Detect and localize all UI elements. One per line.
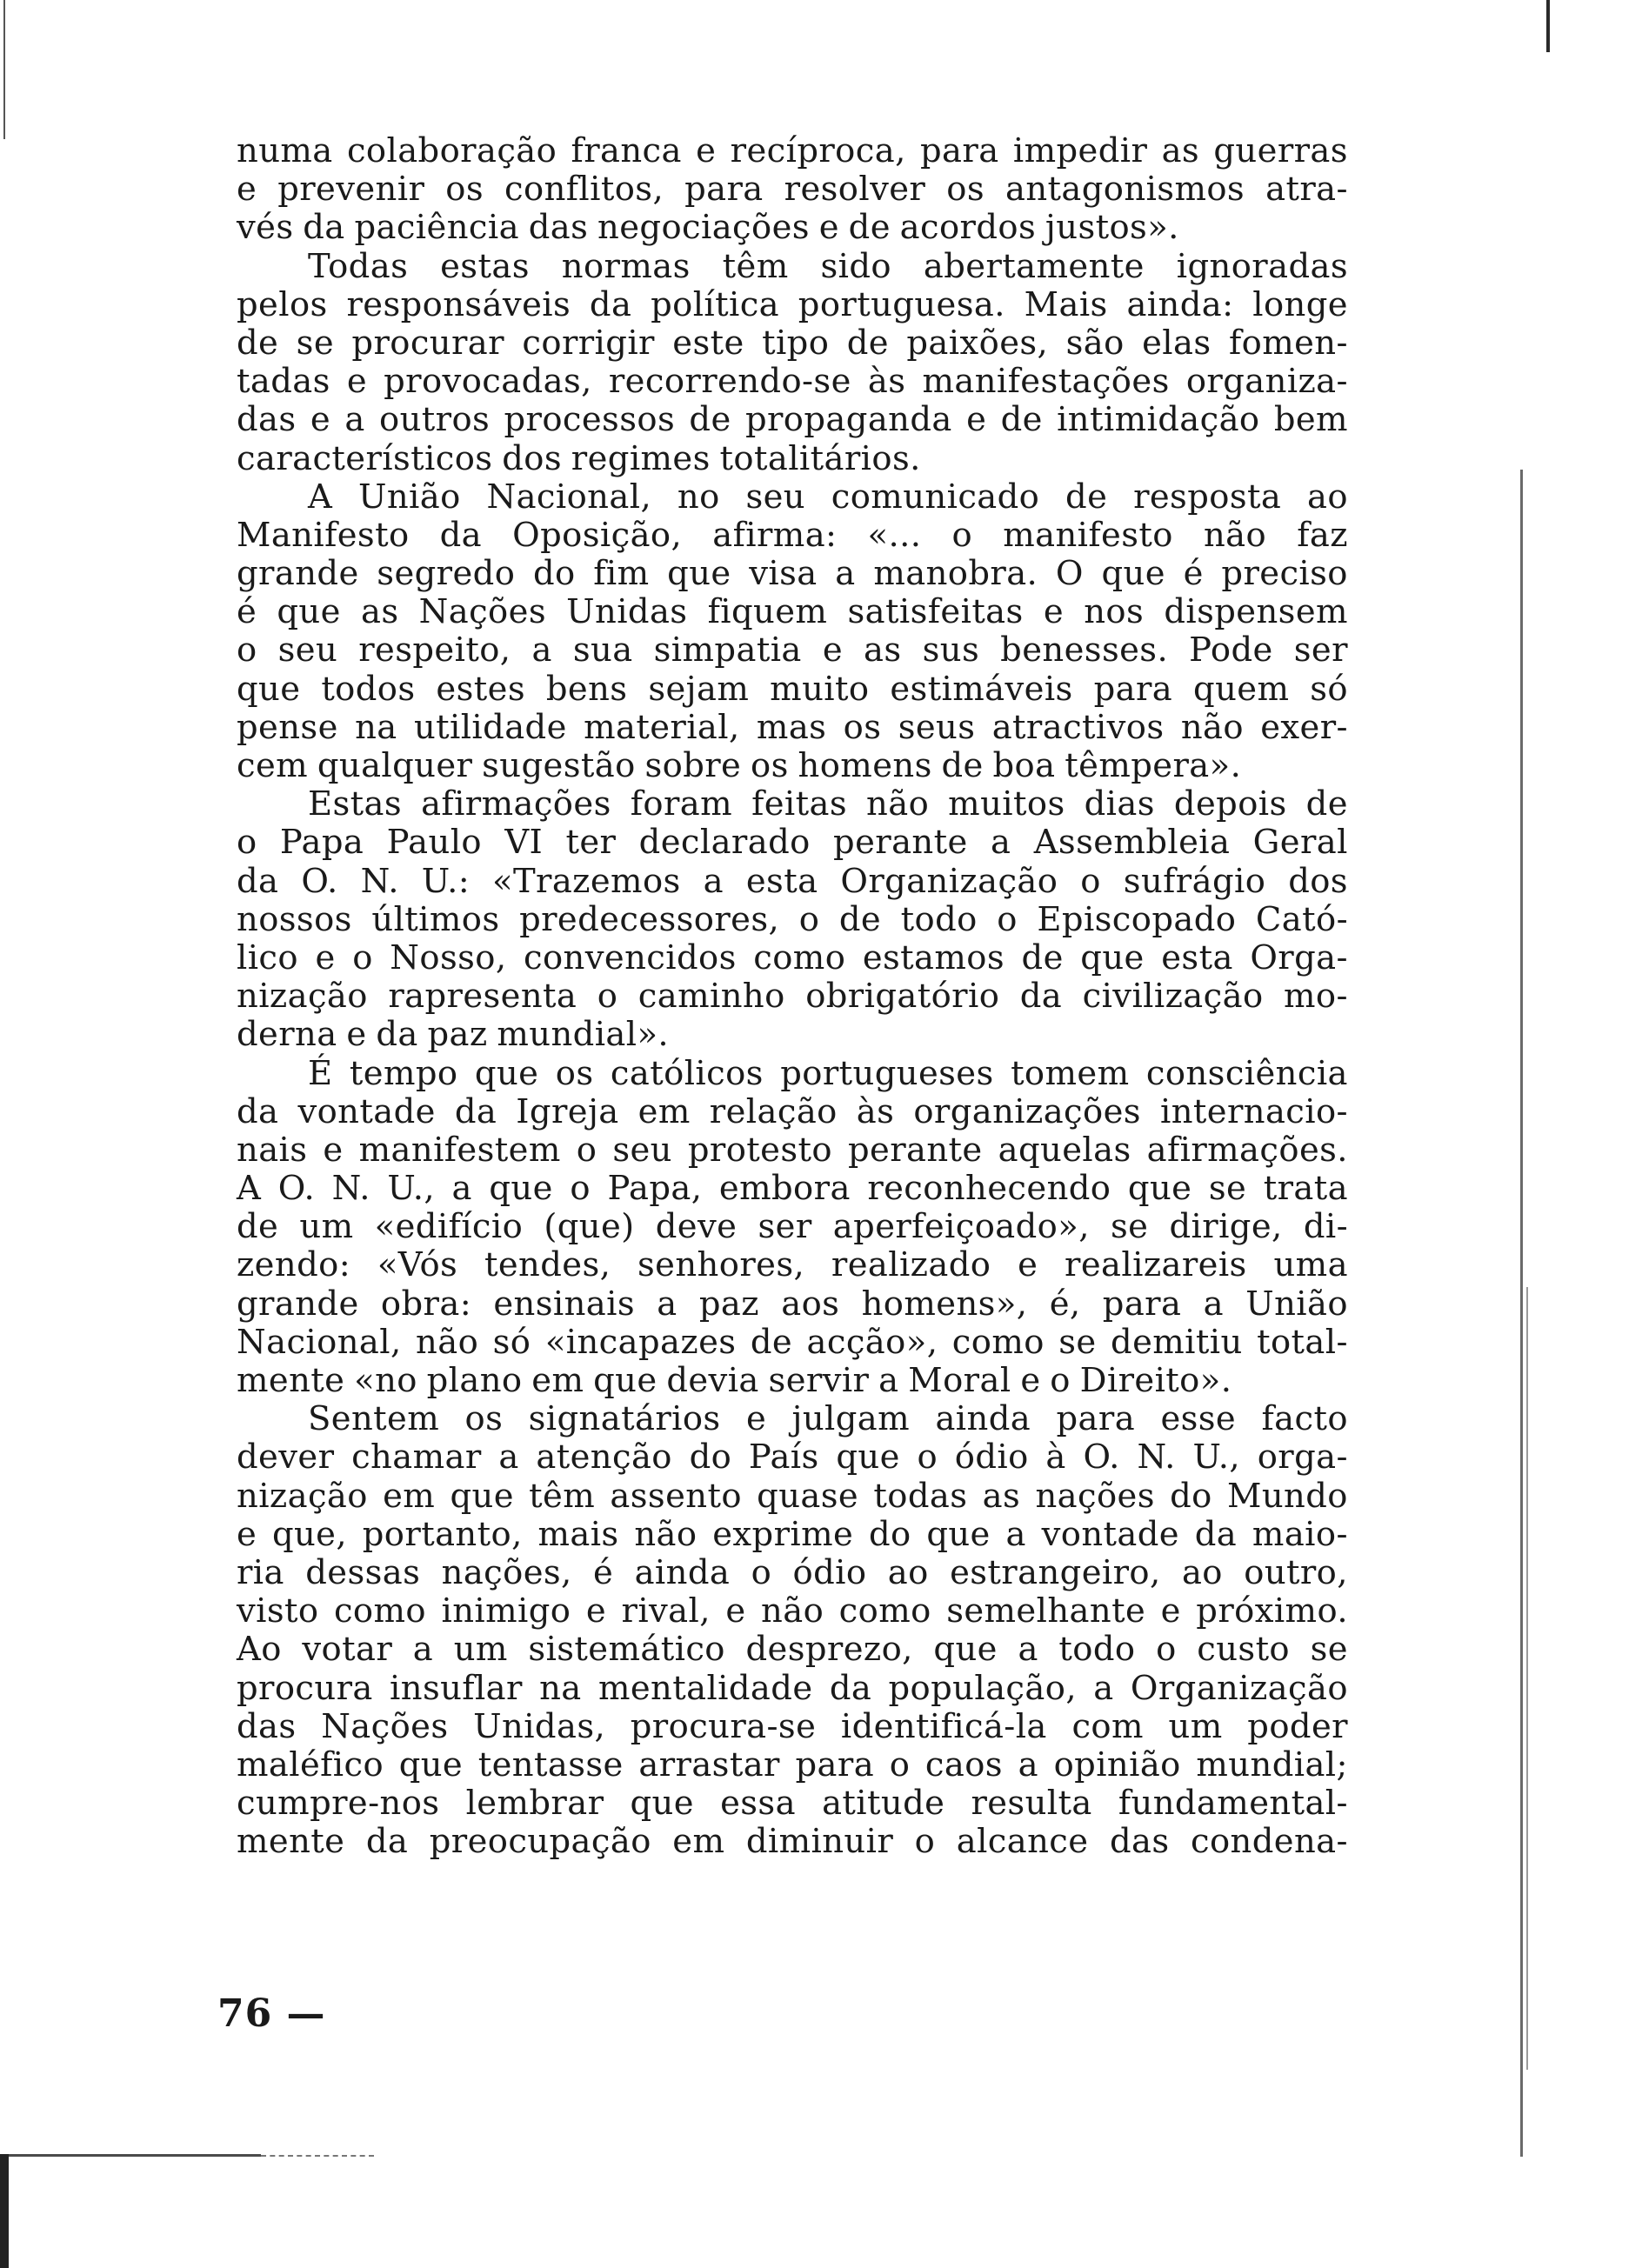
text-line: nização em que têm assento quase todas as nações do Mundo [237, 1476, 1348, 1516]
text-line: pense na utilidade material, mas os seus atractivos não exer- [237, 707, 1348, 747]
text-line: nais e manifestem o seu protesto perante aquelas afirmações. [237, 1130, 1348, 1170]
text-line: o seu respeito, a sua simpatia e as sus benesses. Pode ser [237, 630, 1348, 670]
paragraph [237, 132, 1348, 248]
text-line: zendo: «Vós tendes, senhores, realizado e realizareis uma [237, 1245, 1348, 1285]
paragraph [237, 1400, 1348, 1861]
scan-edge-mark [1546, 0, 1550, 52]
text-line: dever chamar a atenção do País que o ódio à O. N. U., orga- [237, 1438, 1348, 1478]
text-line: mente da preocupação em diminuir o alcance das condena- [237, 1822, 1348, 1862]
text-line: tadas e provocadas, recorrendo-se às manifestações organiza- [237, 362, 1348, 402]
text-line: pelos responsáveis da política portuguesa. Mais ainda: longe [237, 284, 1348, 324]
text-line: o Papa Paulo VI ter declarado perante a Assembleia Geral [237, 823, 1348, 863]
text-line: característicos dos regimes totalitários. [237, 438, 921, 478]
text-line: da vontade da Igreja em relação às organizações internacio- [237, 1091, 1348, 1131]
text-line: maléfico que tentasse arrastar para o caos a opinião mundial; [237, 1744, 1348, 1784]
text-line: lico e o Nosso, convencidos como estamos de que esta Orga- [237, 937, 1348, 977]
text-line: Estas afirmações foram feitas não muitos dias depois de [308, 784, 1348, 824]
text-line: Todas estas normas têm sido abertamente ignoradas [308, 246, 1348, 286]
page-number: 76 — [217, 1991, 326, 2036]
text-line: de se procurar corrigir este tipo de paixões, são elas fomen- [237, 323, 1348, 363]
text-line: derna e da paz mundial». [237, 1015, 670, 1055]
scan-edge-mark [3, 0, 5, 139]
text-line: é que as Nações Unidas fiquem satisfeitas e nos dispensem [237, 592, 1348, 632]
text-line: de um «edifício (que) deve ser aperfeiçoado», se dirige, di- [237, 1207, 1348, 1247]
text-line: numa colaboração franca e recíproca, para impedir as guerras [237, 131, 1348, 170]
text-line: e prevenir os conflitos, para resolver os antagonismos atra- [237, 170, 1348, 210]
scan-edge-line [1526, 1287, 1528, 2070]
text-line: que todos estes bens sejam muito estimáveis para quem só [237, 669, 1348, 709]
text-line: vés da paciência das negociações e de acordos justos». [237, 208, 1179, 248]
text-line: A O. N. U., a que o Papa, embora reconhecendo que se trata [237, 1169, 1348, 1209]
text-line: grande segredo do fim que visa a manobra. O que é preciso [237, 554, 1348, 594]
paragraph [237, 248, 1348, 478]
scan-corner-mark [0, 2154, 261, 2157]
paragraph [237, 785, 1348, 1054]
text-line: visto como inimigo e rival, e não como semelhante e próximo. [237, 1591, 1348, 1631]
text-line: ria dessas nações, é ainda o ódio ao estrangeiro, ao outro, [237, 1552, 1348, 1592]
text-line: Manifesto da Oposição, afirma: «... o manifesto não faz [237, 515, 1348, 555]
text-line: das e a outros processos de propaganda e de intimidação bem [237, 400, 1348, 440]
page-body-text [237, 132, 1348, 1861]
text-line: Sentem os signatários e julgam ainda para esse facto [308, 1399, 1348, 1439]
text-line: nização rapresenta o caminho obrigatório da civilização mo- [237, 977, 1348, 1017]
text-line: da O. N. U.: «Trazemos a esta Organização o sufrágio dos [237, 861, 1348, 901]
text-line: grande obra: ensinais a paz aos homens», é, para a União [237, 1284, 1348, 1324]
text-line: É tempo que os católicos portugueses tomem consciência [308, 1053, 1348, 1093]
paragraph [237, 1055, 1348, 1401]
text-line: cem qualquer sugestão sobre os homens de boa têmpera». [237, 746, 1242, 785]
scan-edge-line [1520, 470, 1523, 2157]
text-line: das Nações Unidas, procura-se identificá-la com um poder [237, 1706, 1348, 1746]
text-line: procura insuflar na mentalidade da população, a Organização [237, 1668, 1348, 1708]
text-line: A União Nacional, no seu comunicado de resposta ao [308, 477, 1348, 517]
paragraph [237, 478, 1348, 786]
text-line: Ao votar a um sistemático desprezo, que a todo o custo se [237, 1630, 1348, 1670]
text-line: e que, portanto, mais não exprime do que a vontade da maio- [237, 1514, 1348, 1554]
text-line: Nacional, não só «incapazes de acção», como se demitiu total- [237, 1322, 1348, 1362]
scan-corner-mark [0, 2154, 9, 2268]
text-line: nossos últimos predecessores, o de todo o Episcopado Cató- [237, 899, 1348, 939]
text-line: cumpre-nos lembrar que essa atitude resulta fundamental- [237, 1784, 1348, 1824]
scan-corner-mark [261, 2155, 374, 2157]
text-line: mente «no plano em que devia servir a Moral e o Direito». [237, 1361, 1232, 1400]
